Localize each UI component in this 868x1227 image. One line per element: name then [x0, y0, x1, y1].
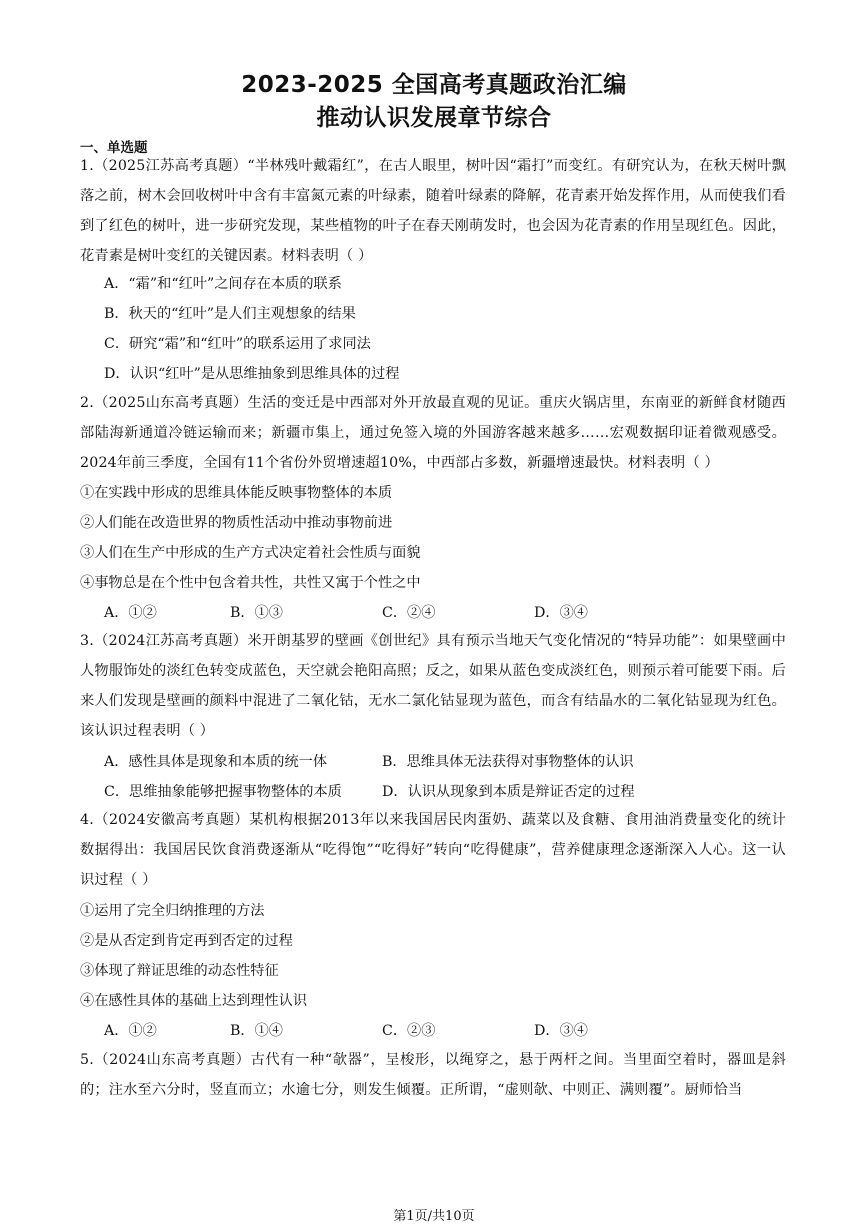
document-subtitle: 推动认识发展章节综合 — [316, 105, 552, 131]
question-2-text: 2.（2025山东高考真题）生活的变迁是中西部对外开放最直观的见证。重庆火锅店里，东南亚的新鲜食材随西部陆海新通道冷链运输而来；新疆市集上，通过免签入境的外国游客越来越多……宏观数据印证着微观感受。2024年前三季度，全国有11个省份外贸增速超10%，中西部占多数，新疆增速最快。材料表明（ ） — [80, 395, 786, 471]
question-4-statement-4: ④在感性具体的基础上达到理性认识 — [80, 993, 308, 1009]
document-title: 2023-2025 全国高考真题政治汇编 — [241, 72, 627, 98]
question-3-text: 3.（2024江苏高考真题）米开朗基罗的壁画《创世纪》具有预示当地天气变化情况的“特异功能”：如果壁画中人物服饰处的淡红色转变成蓝色，天空就会艳阳高照；反之，如果从蓝色变成淡红色，则预示着可能要下雨。后来人们发现是壁画的颜料中混进了二氧化钴，无水二氯化钴显现为蓝色，而含有结晶水的二氧化钴显现为红色。该认识过程表明（ ） — [80, 633, 786, 739]
question-2-statement-1: ①在实践中形成的思维具体能反映事物整体的本质 — [80, 485, 393, 501]
question-5-text: 5.（2024山东高考真题）古代有一种“欹器”，呈梭形，以绳穿之，悬于两杆之间。当里面空着时，器皿是斜的；注水至六分时，竖直而立；水逾七分，则发生倾覆。正所谓，“虚则欹、中则正、满则覆”。厨师恰当 — [80, 1052, 786, 1098]
question-3-option-b: B．思维具体无法获得对事物整体的认识 — [382, 754, 634, 770]
page-number: 第1页/共10页 — [393, 1209, 475, 1224]
question-3-option-c: C．思维抽象能够把握事物整体的本质 — [104, 784, 342, 800]
question-1-option-a: A．“霜”和“红叶”之间存在本质的联系 — [104, 276, 342, 292]
question-3-option-a: A．感性具体是现象和本质的统一体 — [104, 754, 328, 770]
question-2-option-c: C．②④ — [382, 605, 436, 621]
question-4-statement-3: ③体现了辩证思维的动态性特征 — [80, 963, 279, 979]
question-2-statement-2: ②人们能在改造世界的物质性活动中推动事物前进 — [80, 515, 393, 531]
question-4-statement-1: ①运用了完全归纳推理的方法 — [80, 903, 265, 919]
question-4-text: 4.（2024安徽高考真题）某机构根据2013年以来我国居民肉蛋奶、蔬菜以及食糖、食用油消费量变化的统计数据得出：我国居民饮食消费逐渐从“吃得饱”“吃得好”转向“吃得健康”，营养健康理念逐渐深入人心。这一认识过程（ ） — [80, 812, 786, 888]
question-2-option-a: A．①② — [104, 605, 157, 621]
question-2-statement-4: ④事物总是在个性中包含着共性，共性又寓于个性之中 — [80, 575, 421, 591]
question-4-option-a: A．①② — [104, 1023, 157, 1039]
section-heading: 一、单选题 — [80, 140, 148, 156]
question-4-option-b: B．①④ — [230, 1023, 283, 1039]
question-4-option-d: D．③④ — [534, 1023, 588, 1039]
question-3-option-d: D．认识从现象到本质是辩证否定的过程 — [382, 784, 635, 800]
question-4-statement-2: ②是从否定到肯定再到否定的过程 — [80, 933, 293, 949]
question-2-option-b: B．①③ — [230, 605, 283, 621]
question-1-text: 1.（2025江苏高考真题）“半林残叶戴霜红”，在古人眼里，树叶因“霜打”而变红。有研究认为，在秋天树叶飘落之前，树木会回收树叶中含有丰富氮元素的叶绿素，随着叶绿素的降解，花青素开始发挥作用，从而使我们看到了红色的树叶，进一步研究发现，某些植物的叶子在春天刚萌发时，也会因为花青素的作用呈现红色。因此，花青素是树叶变红的关键因素。材料表明（ ） — [80, 158, 786, 264]
question-2-option-d: D．③④ — [534, 605, 588, 621]
question-1-option-d: D．认识“红叶”是从思维抽象到思维具体的过程 — [104, 366, 400, 382]
question-2-statement-3: ③人们在生产中形成的生产方式决定着社会性质与面貌 — [80, 545, 421, 561]
question-4-option-c: C．②③ — [382, 1023, 436, 1039]
question-1-option-b: B．秋天的“红叶”是人们主观想象的结果 — [104, 306, 356, 322]
question-1-option-c: C．研究“霜”和“红叶”的联系运用了求同法 — [104, 336, 371, 352]
